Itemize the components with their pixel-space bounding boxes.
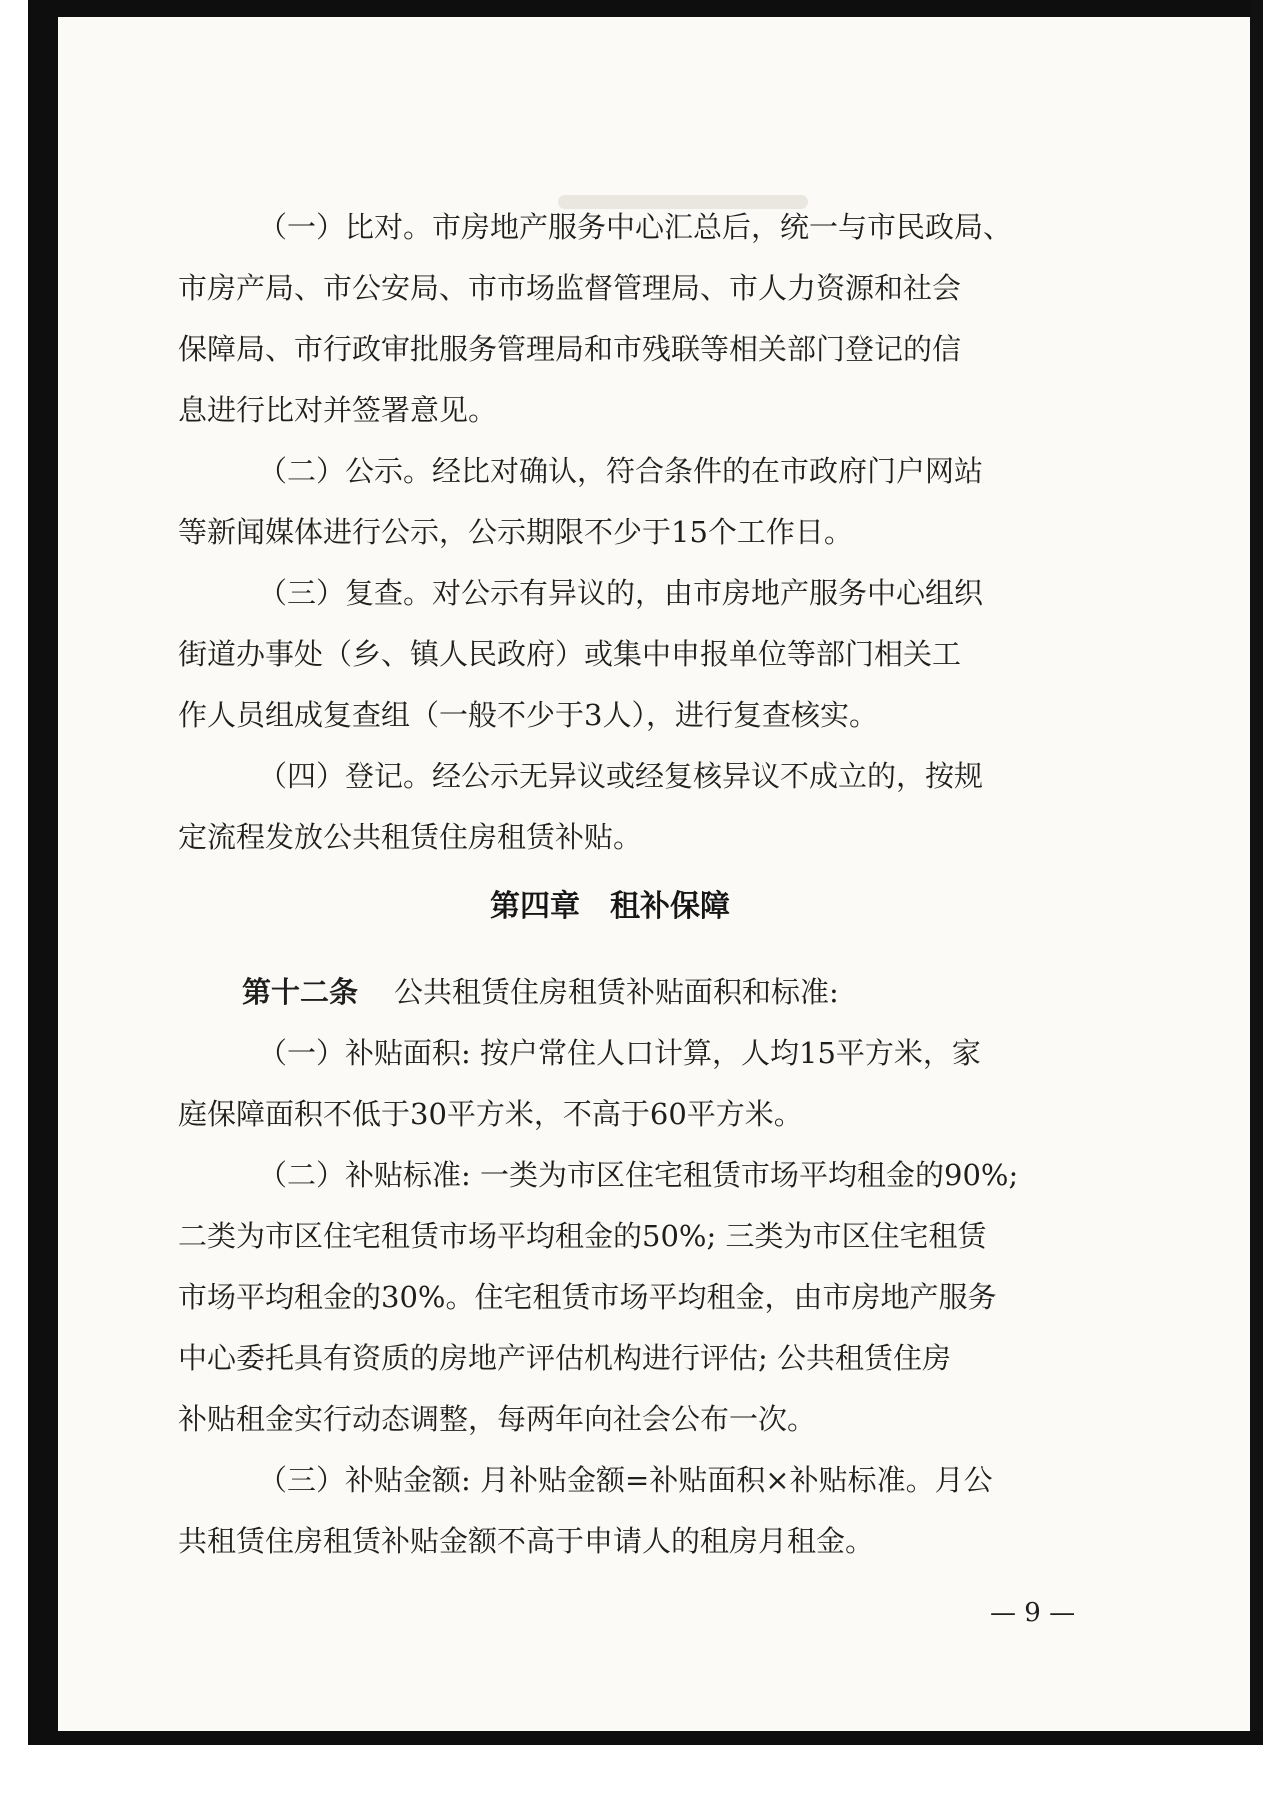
paragraph-line: 市场平均租金的30%。住宅租赁市场平均租金，由市房地产服务 [178, 1280, 997, 1314]
paragraph-line: 作人员组成复查组（一般不少于3人），进行复查核实。 [178, 698, 878, 732]
article-text: 公共租赁住房租赁补贴面积和标准: [394, 975, 839, 1009]
chapter-title: 第四章 租补保障 [490, 889, 730, 924]
scan-border-bottom [28, 1731, 1263, 1745]
paragraph-line: 息进行比对并签署意见。 [178, 393, 498, 427]
page-number: — 9 — [990, 1598, 1076, 1628]
paragraph-line: 庭保障面积不低于30平方米，不高于60平方米。 [178, 1097, 803, 1131]
paragraph-line: （二）公示。经比对确认，符合条件的在市政府门户网站 [258, 454, 984, 488]
scan-border-left [28, 0, 58, 1745]
paragraph-line: （三）补贴金额: 月补贴金额=补贴面积×补贴标准。月公 [258, 1463, 993, 1497]
paragraph-line: 共租赁住房租赁补贴金额不高于申请人的租房月租金。 [178, 1524, 875, 1558]
paragraph-line: 补贴租金实行动态调整，每两年向社会公布一次。 [178, 1402, 817, 1436]
scan-border-right [1250, 0, 1263, 1745]
paragraph-line: （一）补贴面积: 按户常住人口计算，人均15平方米，家 [258, 1036, 981, 1070]
article-header [242, 973, 839, 1011]
paragraph-line: （一）比对。市房地产服务中心汇总后，统一与市民政局、 [258, 210, 1013, 244]
paragraph-line: 保障局、市行政审批服务管理局和市残联等相关部门登记的信 [178, 332, 962, 366]
paragraph-line: （二）补贴标准: 一类为市区住宅租赁市场平均租金的90%; [258, 1158, 1019, 1192]
scan-border-top [28, 0, 1262, 17]
paper-stain [558, 195, 808, 209]
paragraph-line: 定流程发放公共租赁住房租赁补贴。 [178, 820, 643, 854]
paragraph-line: 中心委托具有资质的房地产评估机构进行评估; 公共租赁住房 [178, 1341, 951, 1375]
paragraph-line: （四）登记。经公示无异议或经复核异议不成立的，按规 [258, 759, 984, 793]
paragraph-line: 二类为市区住宅租赁市场平均租金的50%; 三类为市区住宅租赁 [178, 1219, 987, 1253]
paragraph-line: 等新闻媒体进行公示，公示期限不少于15个工作日。 [178, 515, 853, 549]
article-label: 第十二条 [242, 975, 359, 1009]
paragraph-line: （三）复查。对公示有异议的，由市房地产服务中心组织 [258, 576, 984, 610]
paragraph-line: 市房产局、市公安局、市市场监督管理局、市人力资源和社会 [178, 271, 962, 305]
paragraph-line: 街道办事处（乡、镇人民政府）或集中申报单位等部门相关工 [178, 637, 962, 671]
